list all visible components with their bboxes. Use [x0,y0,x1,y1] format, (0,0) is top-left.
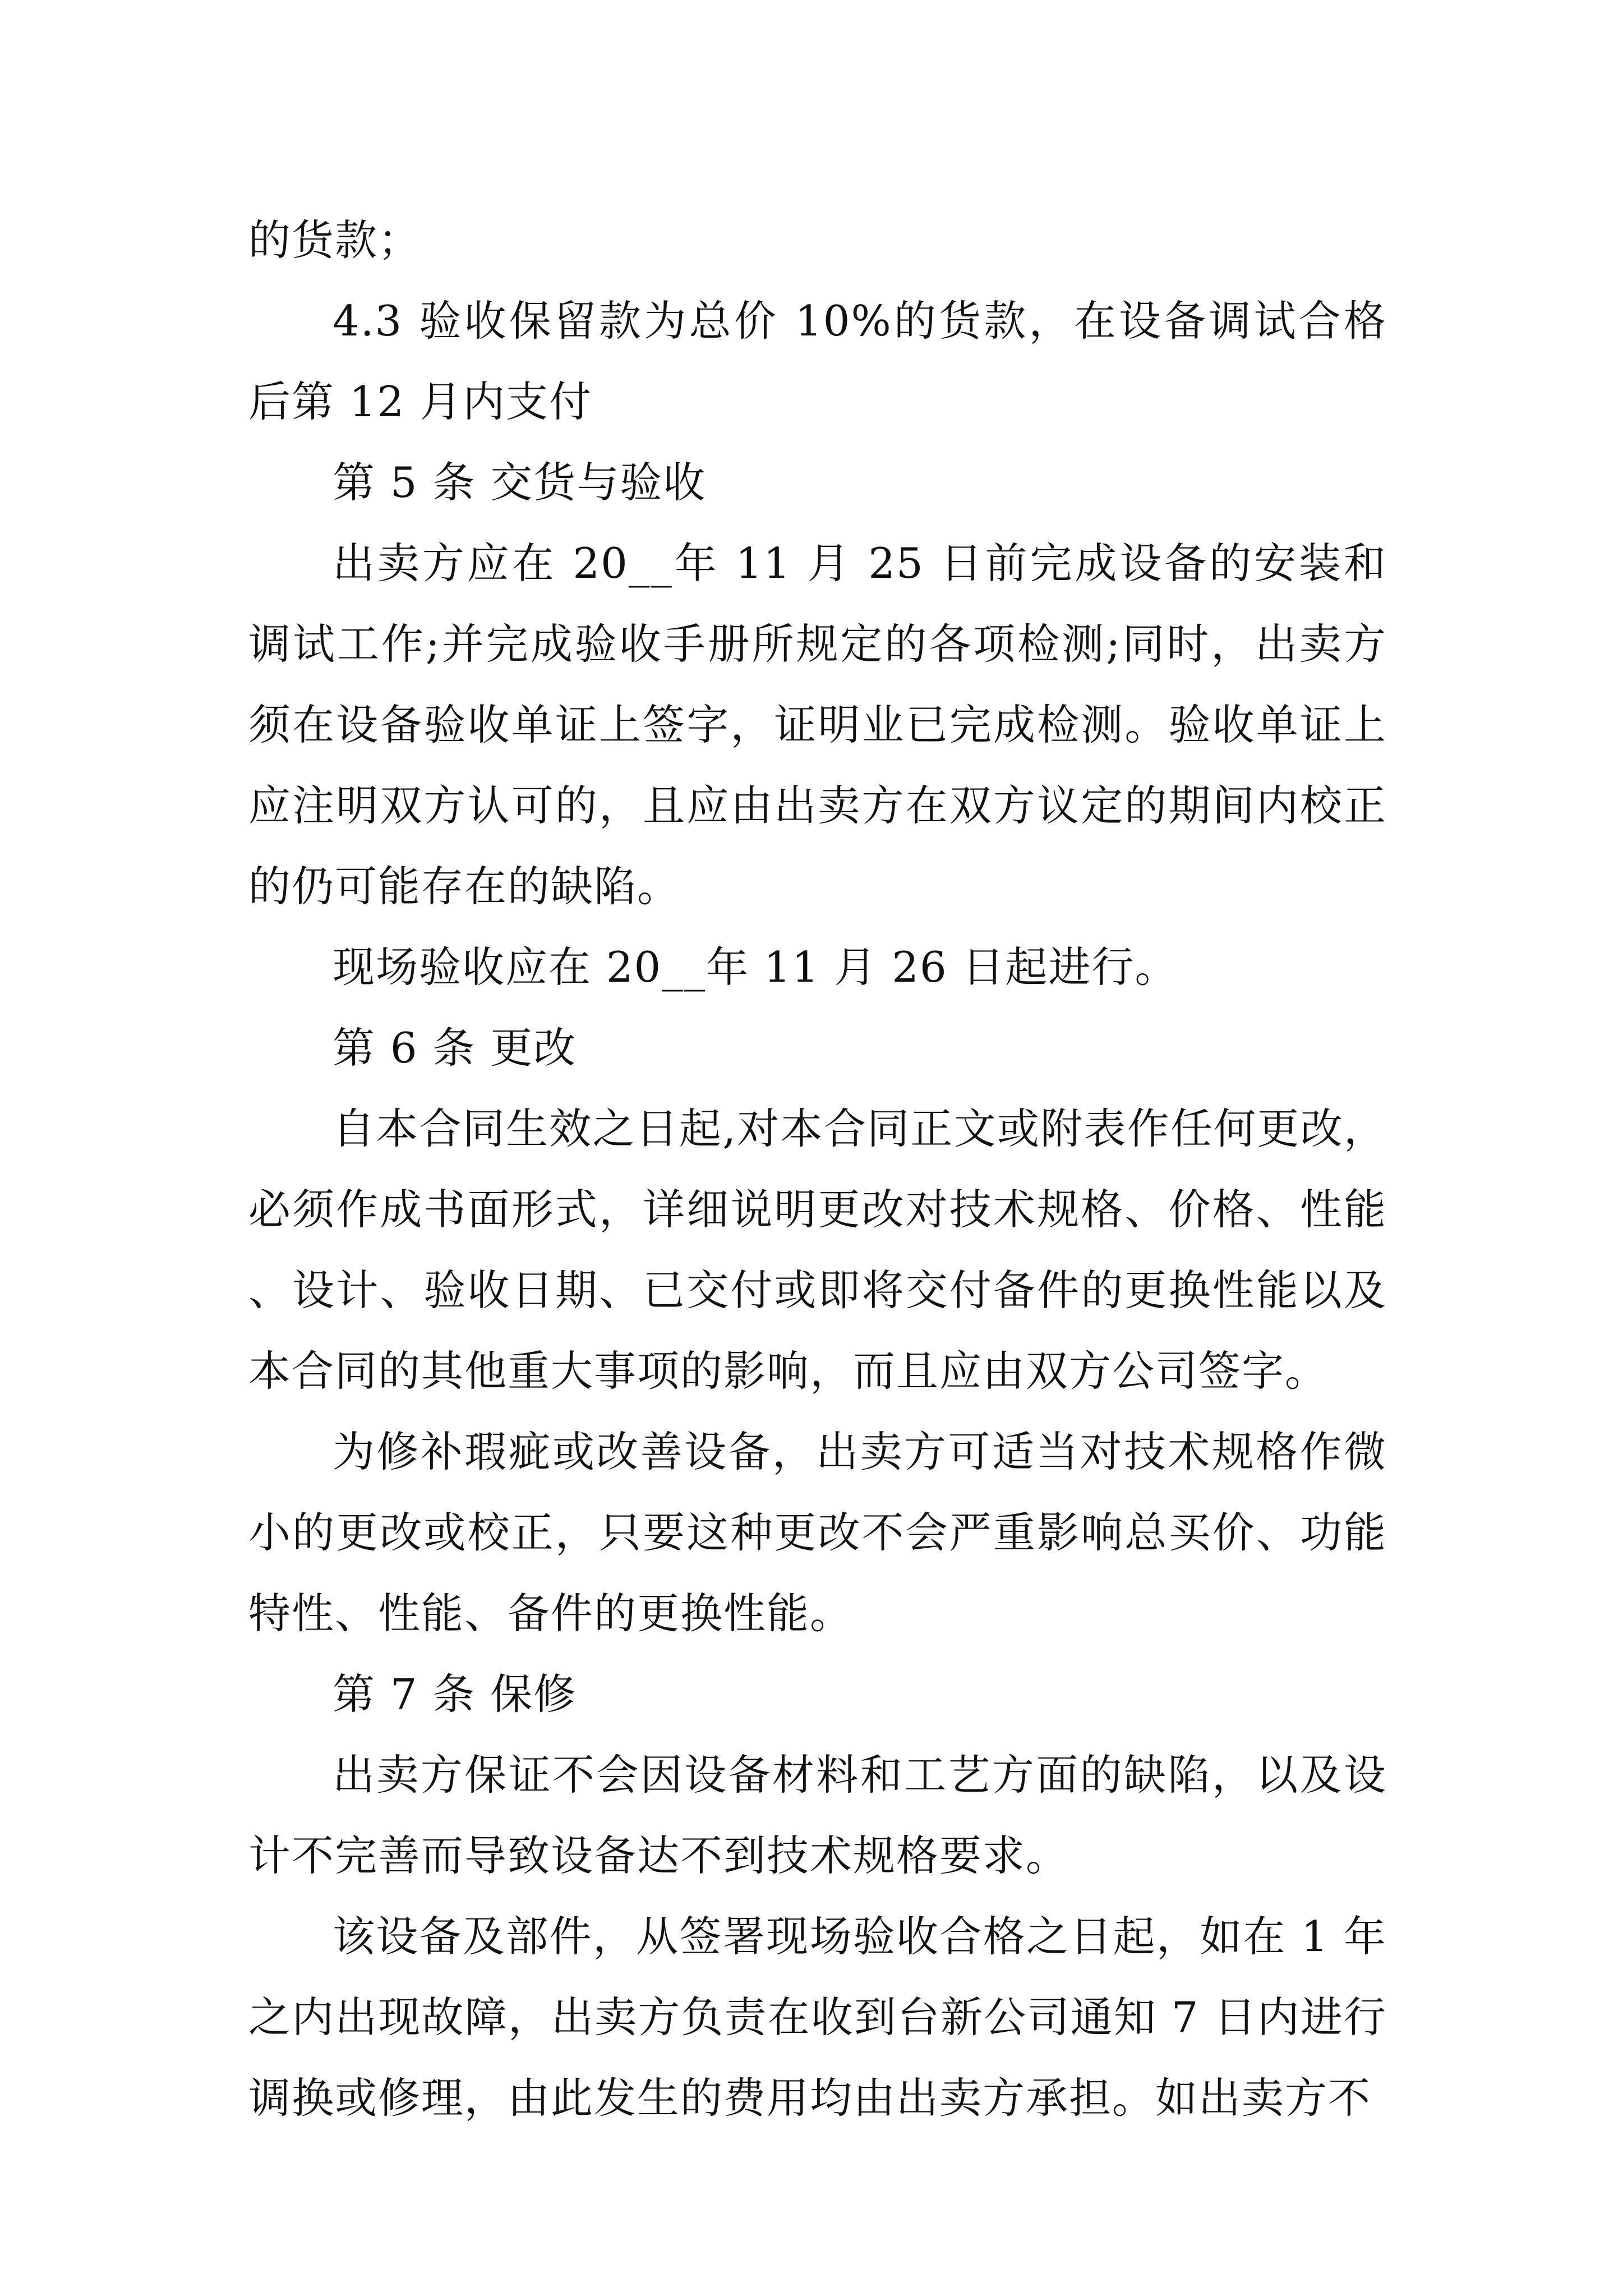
paragraph-warranty-period: 该设备及部件，从签署现场验收合格之日起，如在 1 年之内出现故障，出卖方负责在收到台新公司通知 7 日内进行调换或修理，由此发生的费用均由出卖方承担。如出卖方不 [248,1912,1387,2123]
paragraph-site-acceptance-date: 现场验收应在 20__年 11 月 26 日起进行。 [333,942,1178,992]
heading-article-7: 第 7 条 保修 [333,1669,577,1719]
heading-article-5: 第 5 条 交货与验收 [333,458,707,507]
paragraph-minor-changes: 为修补瑕疵或改善设备，出卖方可适当对技术规格作微小的更改或校正，只要这种更改不会严重影响总买价、功能特性、性能、备件的更换性能。 [248,1427,1387,1638]
paragraph-changes-in-writing: 自本合同生效之日起,对本合同正文或附表作任何更改，必须作成书面形式，详细说明更改对技术规格、价格、性能、设计、验收日期、已交付或即将交付备件的更换性能以及本合同的其他重大事项的影响，而且应由双方公司签字。 [248,1104,1387,1396]
paragraph-installation-acceptance: 出卖方应在 20__年 11 月 25 日前完成设备的安装和调试工作;并完成验收手册所规定的各项检测;同时，出卖方须在设备验收单证上签字，证明业已完成检测。验收单证上应注明双方认可的，且应由出卖方在双方议定的期间内校正的仍可能存在的缺陷。 [248,539,1387,911]
paragraph-4-3-retention: 4.3 验收保留款为总价 10%的货款，在设备调试合格后第 12 月内支付 [248,296,1387,426]
heading-article-6: 第 6 条 更改 [333,1023,577,1073]
paragraph-warranty-defects: 出卖方保证不会因设备材料和工艺方面的缺陷，以及设计不完善而导致设备达不到技术规格要求。 [248,1750,1387,1880]
document-body [248,200,1387,2138]
paragraph-continuation: 的货款； [248,215,422,265]
